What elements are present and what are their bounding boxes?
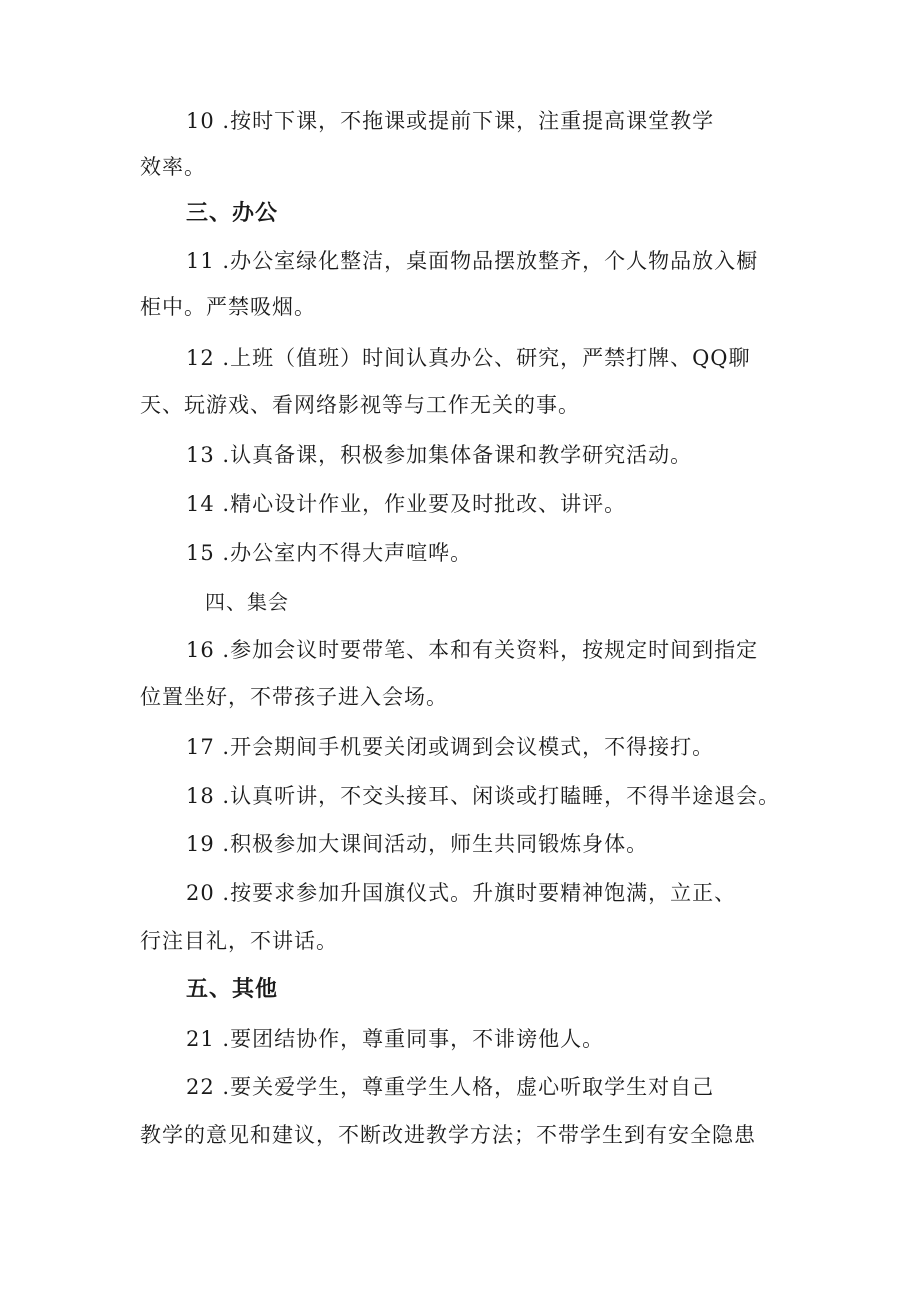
item-10-line-1: 10 .按时下课，不拖课或提前下课，注重提高课堂教学 — [186, 109, 715, 133]
section-heading-other: 五、其他 — [186, 977, 279, 1002]
item-21: 21 .要团结协作，尊重同事，不诽谤他人。 — [186, 1027, 605, 1051]
section-heading-office: 三、办公 — [186, 201, 279, 226]
item-19: 19 .积极参加大课间活动，师生共同锻炼身体。 — [186, 832, 649, 856]
item-17: 17 .开会期间手机要关闭或调到会议模式，不得接打。 — [186, 735, 715, 759]
item-15: 15 .办公室内不得大声喧哗。 — [186, 541, 473, 565]
item-11-line-1: 11 .办公室绿化整洁，桌面物品摆放整齐，个人物品放入橱 — [186, 249, 759, 273]
item-13: 13 .认真备课，积极参加集体备课和教学研究活动。 — [186, 443, 693, 467]
item-14: 14 .精心设计作业，作业要及时批改、讲评。 — [186, 492, 627, 516]
item-20-line-1: 20 .按要求参加升国旗仪式。升旗时要精神饱满，立正、 — [186, 881, 737, 905]
item-16-line-1: 16 .参加会议时要带笔、本和有关资料，按规定时间到指定 — [186, 638, 759, 662]
item-22-line-2: 教学的意见和建议，不断改进教学方法；不带学生到有安全隐患 — [140, 1123, 756, 1147]
item-20-line-2: 行注目礼，不讲话。 — [140, 929, 338, 953]
item-22-line-1: 22 .要关爱学生，尊重学生人格，虚心听取学生对自己 — [186, 1075, 715, 1099]
item-10-line-2: 效率。 — [140, 155, 206, 179]
section-heading-meeting: 四、集会 — [205, 590, 289, 614]
item-18: 18 .认真听讲，不交头接耳、闲谈或打瞌睡，不得半途退会。 — [186, 784, 781, 808]
item-12-line-2: 天、玩游戏、看网络影视等与工作无关的事。 — [140, 393, 580, 417]
item-16-line-2: 位置坐好，不带孩子进入会场。 — [140, 685, 448, 709]
item-11-line-2: 柜中。严禁吸烟。 — [140, 295, 316, 319]
item-12-line-1: 12 .上班（值班）时间认真办公、研究，严禁打牌、QQ聊 — [186, 346, 751, 370]
